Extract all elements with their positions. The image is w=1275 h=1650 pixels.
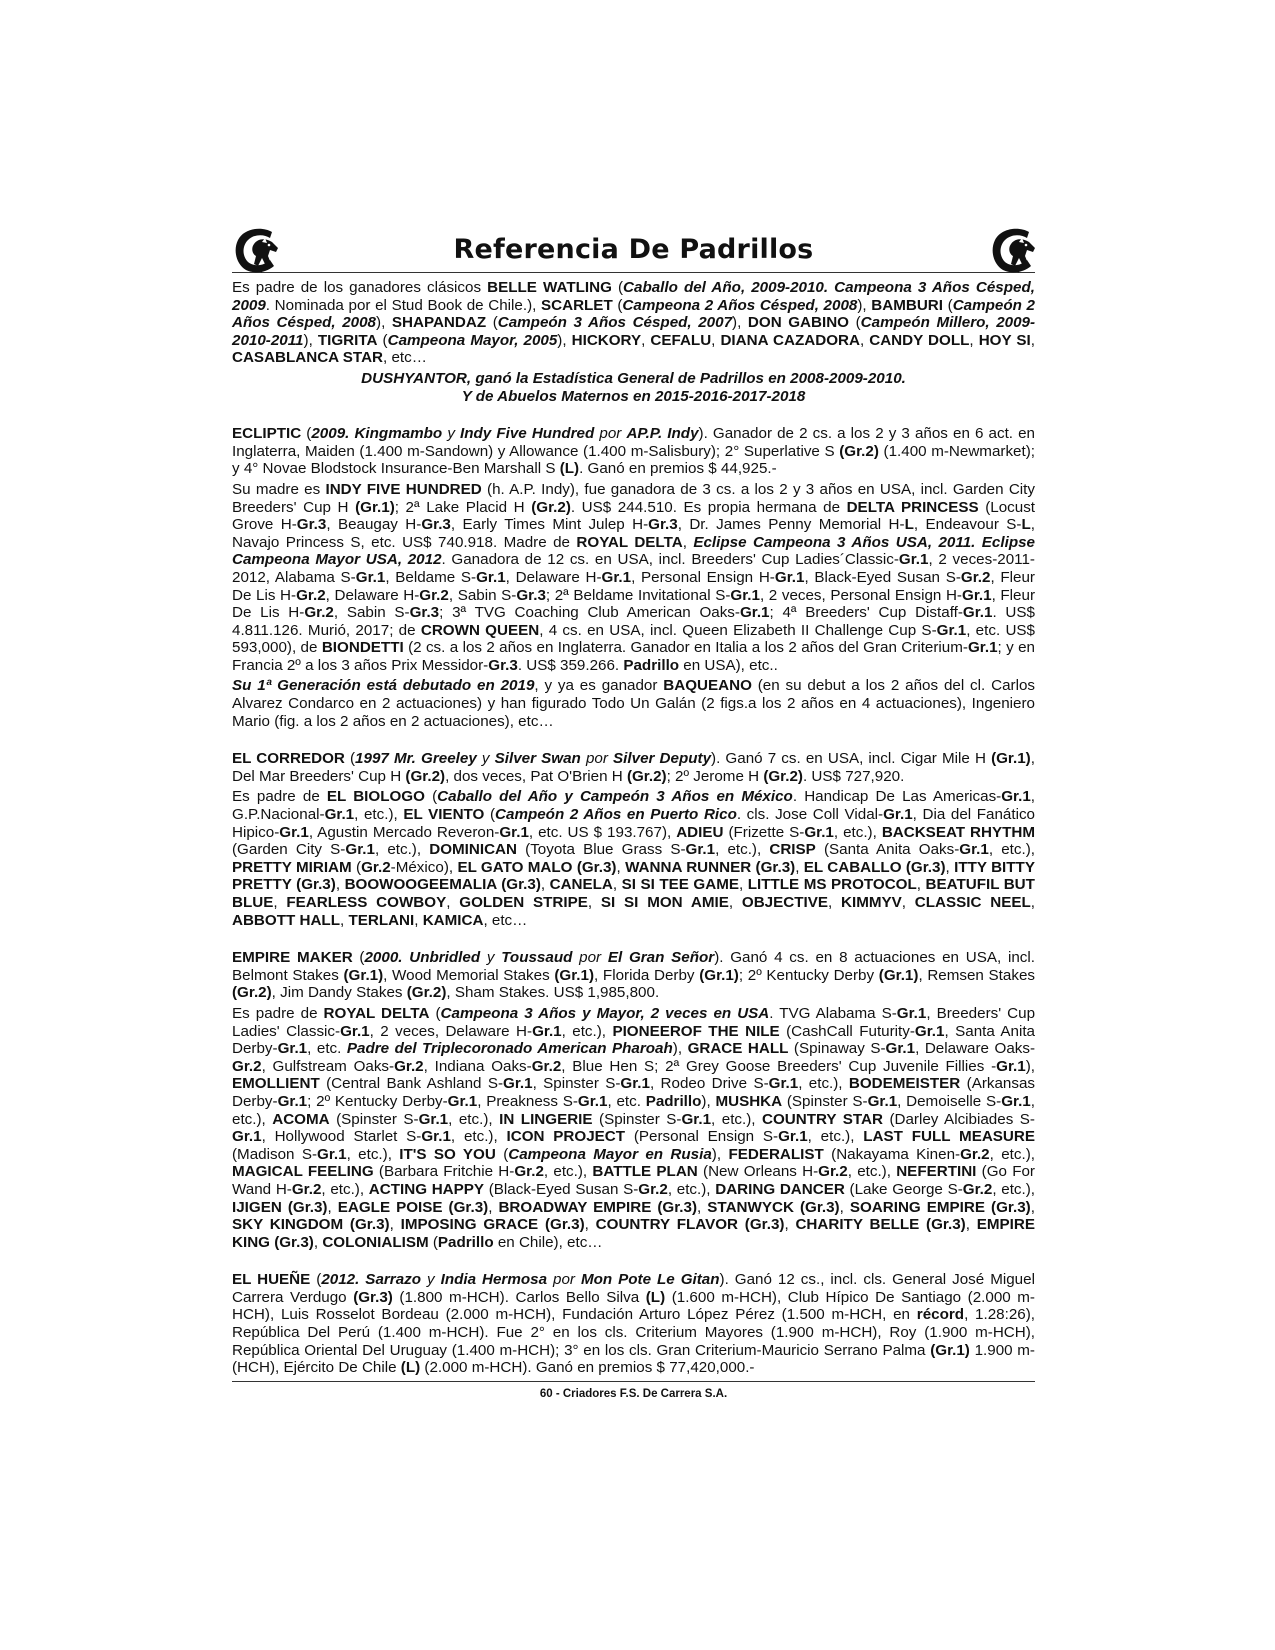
sire-list xyxy=(232,425,1035,1377)
horse-head-logo-icon xyxy=(989,226,1039,274)
sire-entry-paragraph: Es padre de EL BIOLOGO (Caballo del Año y Campeón 3 Años en México. Handicap De Las Americas-Gr.1, G.P.Nacional-Gr.1, etc.), EL VIENTO (Campeón 2 Años en Puerto Rico. cls. Jose Coll Vidal-Gr.1, Dia del Fanático Hipico-Gr.1, Agustin Mercado Reveron-Gr.1, etc. US $ 193.767), ADIEU (Frizette S-Gr.1, etc.), BACKSEAT RHYTHM (Garden City S-Gr.1, etc.), DOMINICAN (Toyota Blue Grass S-Gr.1, etc.), CRISP (Santa Anita Oaks-Gr.1, etc.), PRETTY MIRIAM (Gr.2-México), EL GATO MALO (Gr.3), WANNA RUNNER (Gr.3), EL CABALLO (Gr.3), ITTY BITTY PRETTY (Gr.3), BOOWOOGEEMALIA (Gr.3), CANELA, SI SI TEE GAME, LITTLE MS PROTOCOL, BEATUFIL BUT BLUE, FEARLESS COWBOY, GOLDEN STRIPE, SI SI MON AMIE, OBJECTIVE, KIMMYV, CLASSIC NEEL, ABBOTT HALL, TERLANI, KAMICA, etc… xyxy=(232,788,1036,929)
document-body xyxy=(232,279,1035,1377)
stat-line: Y de Abuelos Maternos en 2015-2016-2017-2018 xyxy=(461,387,806,405)
sire-entry-heading: EMPIRE MAKER (2000. Unbridled y Toussaud por El Gran Señor). Ganó 4 cs. en 8 actuaciones en USA, incl. Belmont Stakes (Gr.1), Wood Memorial Stakes (Gr.1), Florida Derby (Gr.1); 2º Kentucky Derby (Gr.1), Remsen Stakes (Gr.2), Jim Dandy Stakes (Gr.2), Sham Stakes. US$ 1,985,800. xyxy=(232,949,1035,1002)
page-header xyxy=(232,222,1035,273)
sire-entry-paragraph: Su 1ª Generación está debutado en 2019, y ya es ganador BAQUEANO (en su debut a los 2 años del cl. Carlos Alvarez Condarco en 2 actuaciones) y han figurado Todo Un Galán (2 figs.a los 2 años en 4 actuaciones), Ingeniero Mario (fig. a los 2 años en 2 actuaciones), etc… xyxy=(232,677,1035,730)
sire-entry-paragraph: Es padre de ROYAL DELTA (Campeona 3 Años y Mayor, 2 veces en USA. TVG Alabama S-Gr.1, Breeders' Cup Ladies' Classic-Gr.1, 2 veces, Delaware H-Gr.1, etc.), PIONEEROF THE NILE (CashCall Futurity-Gr.1, Santa Anita Derby-Gr.1, etc. Padre del Triplecoronado American Pharoah), GRACE HALL (Spinaway S-Gr.1, Delaware Oaks-Gr.2, Gulfstream Oaks-Gr.2, Indiana Oaks-Gr.2, Blue Hen S; 2ª Grey Goose Breeders' Cup Juvenile Fillies -Gr.1), EMOLLIENT (Central Bank Ashland S-Gr.1, Spinster S-Gr.1, Rodeo Drive S-Gr.1, etc.), BODEMEISTER (Arkansas Derby-Gr.1; 2º Kentucky Derby-Gr.1, Preakness S-Gr.1, etc. Padrillo), MUSHKA (Spinster S-Gr.1, Demoiselle S-Gr.1, etc.), ACOMA (Spinster S-Gr.1, etc.), IN LINGERIE (Spinster S-Gr.1, etc.), COUNTRY STAR (Darley Alcibiades S-Gr.1, Hollywood Starlet S-Gr.1, etc.), ICON PROJECT (Personal Ensign S-Gr.1, etc.), LAST FULL MEASURE (Madison S-Gr.1, etc.), IT'S SO YOU (Campeona Mayor en Rusia), FEDERALIST (Nakayama Kinen-Gr.2, etc.), MAGICAL FEELING (Barbara Fritchie H-Gr.2, etc.), BATTLE PLAN (New Orleans H-Gr.2, etc.), NEFERTINI (Go For Wand H-Gr.2, etc.), ACTING HAPPY (Black-Eyed Susan S-Gr.2, etc.), DARING DANCER (Lake George S-Gr.2, etc.), IJIGEN (Gr.3), EAGLE POISE (Gr.3), BROADWAY EMPIRE (Gr.3), STANWYCK (Gr.3), SOARING EMPIRE (Gr.3), SKY KINGDOM (Gr.3), IMPOSING GRACE (Gr.3), COUNTRY FLAVOR (Gr.3), CHARITY BELLE (Gr.3), EMPIRE KING (Gr.3), COLONIALISM (Padrillo en Chile), etc… xyxy=(232,1004,1036,1251)
sire-entry-heading: EL HUEÑE (2012. Sarrazo y India Hermosa por Mon Pote Le Gitan). Ganó 12 cs., incl. cls. General José Miguel Carrera Verdugo (Gr.3) (1.800 m-HCH). Carlos Bello Silva (L) (1.600 m-HCH), Club Hípico De Santiago (2.000 m-HCH), Luis Rosselot Bordeau (2.000 m-HCH), Fundación Arturo López Pérez (1.500 m-HCH, en récord, 1.28:26), República Del Perú (1.400 m-HCH). Fue 2° en los cls. Criterium Mayores (1.900 m-HCH), Roy (1.900 m-HCH), República Oriental Del Uruguay (1.400 m-HCH); 3° en los cls. Gran Criterium-Mauricio Serrano Palma (Gr.1) 1.900 m-(HCH), Ejército De Chile (L) (2.000 m-HCH). Ganó en premios $ 77,420,000.- xyxy=(232,1271,1035,1377)
page-title: Referencia De Padrillos xyxy=(453,234,814,265)
footer-divider xyxy=(232,1381,1035,1382)
stat-line: DUSHYANTOR, ganó la Estadística General de Padrillos en 2008-2009-2010. xyxy=(361,369,906,387)
sire-entry-heading: ECLIPTIC (2009. Kingmambo y Indy Five Hundred por AP.P. Indy). Ganador de 2 cs. a los 2 y 3 años en 6 act. en Inglaterra, Maiden (1.400 m-Sandown) y Allowance (1.400 m-Salisbury); 2° Superlative S (Gr.2) (1.400 m-Newmarket); y 4° Novae Blodstock Insurance-Ben Marshall S (L). Ganó en premios $ 44,925.- xyxy=(232,425,1035,478)
intro-paragraph: Es padre de los ganadores clásicos BELLE WATLING (Caballo del Año, 2009-2010. Campeona 3 Años Césped, 2009. Nominada por el Stud Book de Chile.), SCARLET (Campeona 2 Años Césped, 2008), BAMBURI (Campeón 2 Años Césped, 2008), SHAPANDAZ (Campeón 3 Años Césped, 2007), DON GABINO (Campeón Millero, 2009-2010-2011), TIGRITA (Campeona Mayor, 2005), HICKORY, CEFALU, DIANA CAZADORA, CANDY DOLL, HOY SI, CASABLANCA STAR, etc… xyxy=(232,279,1036,367)
sire-entry-heading: EL CORREDOR (1997 Mr. Greeley y Silver Swan por Silver Deputy). Ganó 7 cs. en USA, incl. Cigar Mile H (Gr.1), Del Mar Breeders' Cup H (Gr.2), dos veces, Pat O'Brien H (Gr.2); 2º Jerome H (Gr.2). US$ 727,920. xyxy=(232,750,1035,785)
page-footer: 60 - Criadores F.S. De Carrera S.A. xyxy=(539,1387,728,1400)
page xyxy=(232,222,1035,1400)
stat-note xyxy=(232,370,1035,405)
sire-entry-paragraph: Su madre es INDY FIVE HUNDRED (h. A.P. Indy), fue ganadora de 3 cs. a los 2 y 3 años en USA, incl. Garden City Breeders' Cup H (Gr.1); 2ª Lake Placid H (Gr.2). US$ 244.510. Es propia hermana de DELTA PRINCESS (Locust Grove H-Gr.3, Beaugay H-Gr.3, Early Times Mint Julep H-Gr.3, Dr. James Penny Memorial H-L, Endeavour S-L, Navajo Princess S, etc. US$ 740.918. Madre de ROYAL DELTA, Eclipse Campeona 3 Años USA, 2011. Eclipse Campeona Mayor USA, 2012. Ganadora de 12 cs. en USA, incl. Breeders' Cup Ladies´Classic-Gr.1, 2 veces-2011-2012, Alabama S-Gr.1, Beldame S-Gr.1, Delaware H-Gr.1, Personal Ensign H-Gr.1, Black-Eyed Susan S-Gr.2, Fleur De Lis H-Gr.2, Delaware H-Gr.2, Sabin S-Gr.3; 2ª Beldame Invitational S-Gr.1, 2 veces, Personal Ensign H-Gr.1, Fleur De Lis H-Gr.2, Sabin S-Gr.3; 3ª TVG Coaching Club American Oaks-Gr.1; 4ª Breeders' Cup Distaff-Gr.1. US$ 4.811.126. Murió, 2017; de CROWN QUEEN, 4 cs. en USA, incl. Queen Elizabeth II Challenge Cup S-Gr.1, etc. US$ 593,000), de BIONDETTI (2 cs. a los 2 años en Inglaterra. Ganador en Italia a los 2 años del Gran Criterium-Gr.1; y en Francia 2º a los 3 años Prix Messidor-Gr.3. US$ 359.266. Padrillo en USA), etc.. xyxy=(232,480,1036,674)
